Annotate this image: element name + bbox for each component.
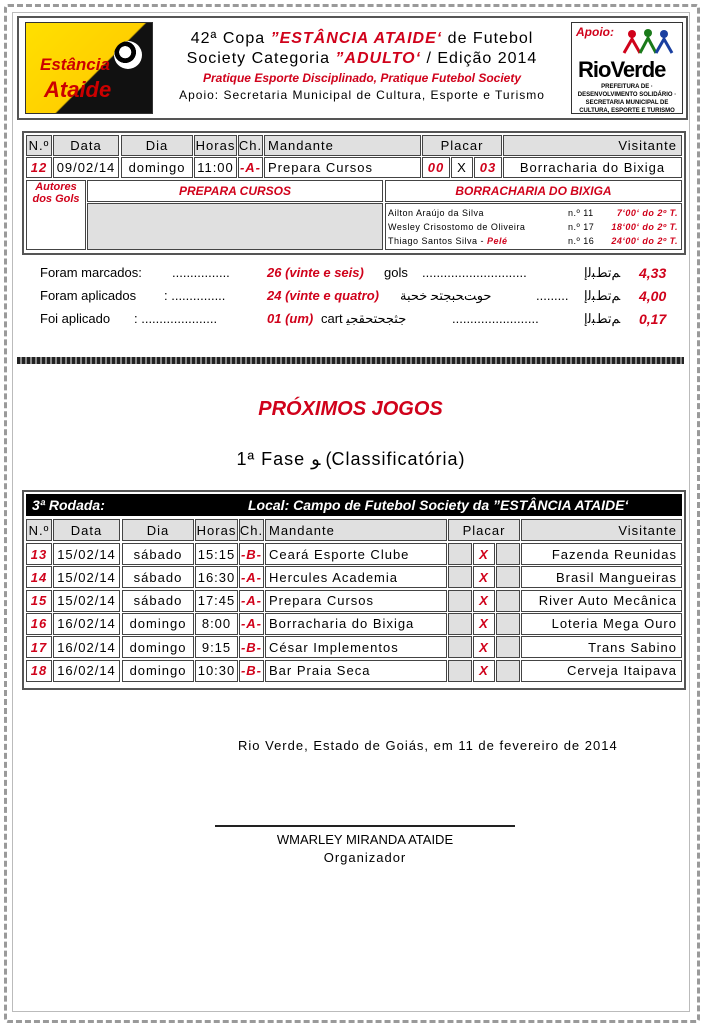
home-team: César Implementos [265,636,447,658]
rio-verde-name: RioVerde [578,57,666,82]
match-field: -A- [239,613,264,635]
score-x: X [473,613,495,635]
match-field: -B- [239,660,264,682]
col-hour-header: Horas [195,519,238,541]
stat-row [40,265,680,283]
stat-value: 24 (vinte e quatro) [267,288,379,303]
match-number: 12 [26,157,52,178]
logo-text-2: Ataide [44,77,112,102]
away-score-box [496,660,520,682]
stat-average: 4,33 [639,265,667,281]
home-goals: 00 [422,157,450,178]
away-team: Borracharia do Bixiga [503,157,682,178]
match-hour: 11:00 [194,157,237,178]
col-field-header: Ch. [239,519,264,541]
match-date: 16/02/14 [53,636,120,658]
match-number: 13 [26,543,52,565]
estancia-ataide-logo [25,22,153,114]
support-line: Apoio: Secretaria Municipal de Cultura, Esporte e Turismo [179,88,545,102]
next-games-table [22,490,686,690]
header-titles [157,22,567,112]
signature-line [215,825,515,827]
tournament-title: 42ª Copa ”ESTÂNCIA ATAIDE‘ de Futebol [190,30,534,47]
apoio-label: Apoio: [576,25,614,39]
match-number: 17 [26,636,52,658]
page-header [17,16,688,120]
stat-average-label: ﻢﺗﻂﺒﻟﺇ [584,288,621,303]
stat-average: 0,17 [639,311,667,327]
stat-dots: : ..................... [134,311,218,326]
match-number: 15 [26,590,52,612]
stat-label: Foram marcados: [40,265,142,280]
col-hour-header: Horas [194,135,237,156]
next-games-title: PRÓXIMOS JOGOS [258,398,443,420]
away-score-box [496,613,520,635]
place-date: Rio Verde, Estado de Goiás, em 11 de fevereiro de 2014 [238,738,618,753]
col-away-header: Visitante [503,135,682,156]
stat-dots-2: ........................ [452,311,539,326]
col-home-header: Mandante [265,519,447,541]
away-team-scorers-title: BORRACHARIA DO BIXIGA [385,180,682,202]
stat-value: 01 (um) [267,311,314,326]
scorer-name: Thiago Santos Silva - [388,236,488,246]
stat-average: 4,00 [639,288,667,304]
signer-role: Organizador [323,850,407,865]
stat-label: Foi aplicado [40,311,111,326]
home-team: Ceará Esporte Clube [265,543,447,565]
match-day: sábado [122,566,194,588]
venue-label: Local: Campo de Futebol Society da ”ESTÂNCIA ATAIDE‘ [248,497,629,513]
match-hour: 17:45 [195,590,238,612]
match-field: -A- [238,157,263,178]
col-score-header: Placar [448,519,520,541]
home-score-box [448,590,472,612]
home-team: Hercules Academia [265,566,447,588]
rio-verde-logo [571,22,683,114]
match-date: 09/02/14 [53,157,119,178]
match-day: domingo [122,636,194,658]
separator-bar [17,357,684,364]
scorer-row [388,222,680,235]
stat-unit: gols [384,265,408,280]
result-table [22,131,686,255]
scorers-label: Autores dos Gols [26,180,86,250]
scorer-row [388,208,680,221]
away-team-scorers-box [385,203,682,250]
col-day-header: Dia [121,135,193,156]
score-x: X [451,157,473,178]
match-date: 16/02/14 [53,613,120,635]
home-team: Prepara Cursos [264,157,421,178]
col-number-header: N.º [26,135,52,156]
home-score-box [448,543,472,565]
home-score-box [448,660,472,682]
score-x: X [473,590,495,612]
home-team: Borracharia do Bixiga [265,613,447,635]
match-hour: 9:15 [195,636,238,658]
logo-text-1: Estância [40,55,110,74]
match-day: domingo [122,660,194,682]
col-date-header: Data [53,135,119,156]
signer-name: WMARLEY MIRANDA ATAIDE [276,832,454,847]
match-hour: 16:30 [195,566,238,588]
match-hour: 10:30 [195,660,238,682]
away-goals: 03 [474,157,502,178]
match-field: -B- [239,543,264,565]
away-team: Brasil Mangueiras [521,566,682,588]
match-hour: 15:15 [195,543,238,565]
col-date-header: Data [53,519,120,541]
stat-row [40,288,680,306]
match-number: 14 [26,566,52,588]
away-team: Fazenda Reunidas [521,543,682,565]
stat-unit: cart ﺟﺜﺠﺤﺘﺤﻘﺠﻴ [321,311,407,326]
scorer-time: 24‘00‘ do 2º T. [611,236,678,246]
match-field: -A- [239,590,264,612]
stat-row [40,311,680,329]
home-team-scorers-title: PREPARA CURSOS [87,180,383,202]
away-score-box [496,543,520,565]
stat-dots-2: ......... [536,288,569,303]
col-day-header: Dia [122,519,194,541]
phase-title: 1ª Fase ﻮ (Classificatória) [236,449,465,469]
soccer-ball-icon [114,41,142,69]
scorer-row [388,236,680,249]
match-day: sábado [122,543,194,565]
stat-value: 26 (vinte e seis) [267,265,364,280]
stat-label: Foram aplicados [40,288,137,303]
match-day: domingo [122,613,194,635]
round-header [26,494,682,516]
col-field-header: Ch. [238,135,263,156]
round-label: 3ª Rodada: [32,497,105,513]
home-score-box [448,636,472,658]
home-score-box [448,613,472,635]
score-x: X [473,566,495,588]
scorer-name: Wesley Crisostomo de Oliveira [388,222,526,232]
stat-dots: : ............... [164,288,226,303]
col-away-header: Visitante [521,519,682,541]
scorer-shirt: n.º 11 [568,208,594,218]
match-number: 18 [26,660,52,682]
col-number-header: N.º [26,519,52,541]
home-team: Bar Praia Seca [265,660,447,682]
scorer-shirt: n.º 17 [568,222,595,232]
match-date: 16/02/14 [53,660,120,682]
away-team: Cerveja Itaipava [521,660,682,682]
stat-average-label: ﻢﺗﻂﺒﻟﺇ [584,311,621,326]
away-team: Loteria Mega Ouro [521,613,682,635]
stat-dots-2: ............................. [422,265,527,280]
away-team: Trans Sabino [521,636,682,658]
slogan: Pratique Esporte Disciplinado, Pratique Futebol Society [202,71,522,85]
score-x: X [473,543,495,565]
match-number: 16 [26,613,52,635]
stat-average-label: ﻢﺗﻂﺒﻟﺇ [584,265,621,280]
match-field: -A- [239,566,264,588]
scorer-time: 18‘00‘ do 2º T. [611,222,678,232]
home-score-box [448,566,472,588]
rio-verde-subtitle: PREFEITURA DE · DESENVOLVIMENTO SOLIDÁRIO · SECRETARIA MUNICIPAL DE CULTURA, ESPORTE E TURISMO [577,84,677,114]
tournament-category: Society Categoria ”ADULTO‘ / Edição 2014 [186,50,538,67]
match-field: -B- [239,636,264,658]
scorer-nickname: Pelé [487,236,508,246]
away-score-box [496,636,520,658]
match-date: 15/02/14 [53,590,120,612]
away-team: River Auto Mecânica [521,590,682,612]
col-score-header: Placar [422,135,502,156]
home-team: Prepara Cursos [265,590,447,612]
scorer-time: 7‘00‘ do 2º T. [616,208,678,218]
away-score-box [496,566,520,588]
score-x: X [473,636,495,658]
match-date: 15/02/14 [53,566,120,588]
score-x: X [473,660,495,682]
people-icon [620,29,676,55]
scorer-shirt: n.º 16 [568,236,595,246]
stat-dots: ................ [172,265,230,280]
scorer-name: Ailton Araújo da Silva [388,208,485,218]
home-team-scorers-box [87,203,383,250]
match-hour: 8:00 [195,613,238,635]
match-day: sábado [122,590,194,612]
col-home-header: Mandante [264,135,421,156]
match-day: domingo [121,157,193,178]
stat-unit: ﺣﻮﺖﺤﺒﺠﺘﺤ ﺧﺤﺒﺔ [400,288,492,303]
away-score-box [496,590,520,612]
match-date: 15/02/14 [53,543,120,565]
